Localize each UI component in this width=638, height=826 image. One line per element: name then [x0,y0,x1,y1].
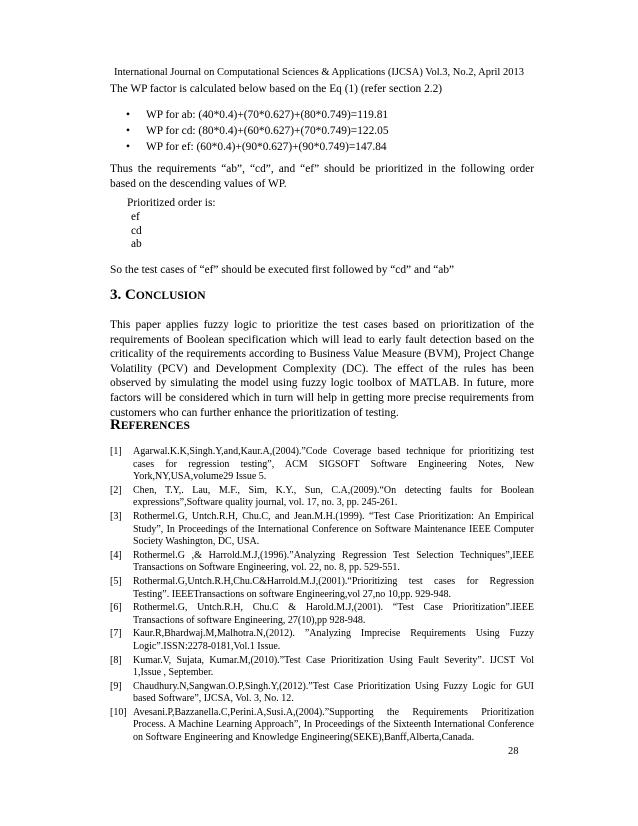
reference-item [110,576,534,601]
reference-number: [10] [110,706,127,718]
reference-item [110,485,534,510]
running-header: International Journal on Computational Sciences & Applications (IJCSA) Vol.3, No.2, April 2013 [114,67,524,78]
reference-item [110,655,534,680]
wp-bullet-text: WP for cd: (80*0.4)+(60*0.627)+(70*0.749)=122.05 [146,125,389,138]
reference-item [110,628,534,653]
reference-text: Chaudhury.N,Sangwan.O.P,Singh.Y,(2012).”Test Case Prioritization Using Fuzzy Logic for GUI based Software”, IJCSA, Vol. 3, No. 12. [133,680,534,705]
bullet-icon: • [126,109,130,121]
wp-intro: The WP factor is calculated below based on the Eq (1) (refer section 2.2) [110,83,443,95]
wp-bullet-text: WP for ab: (40*0.4)+(70*0.627)+(80*0.749)=119.81 [146,109,389,121]
prioritized-order-item: ef [131,210,140,223]
reference-item [110,602,534,627]
reference-text: Rothermel.G, Untch.R.H, Chu.C & Harold.M.J,(2001). “Test Case Prioritization”.IEEE Transactions of software Engineering, 27(10),pp 928-948. [133,602,534,626]
reference-text: Kaur.R,Bhardwaj.M,Malhotra.N,(2012). ”Analyzing Imprecise Requirements Using Fuzzy Logic”.ISSN:2278-0181,Vol.1 Issue. [133,628,534,652]
references-heading [110,417,190,434]
execution-order-text: So the test cases of “ef” should be executed first followed by “cd” and “ab” [110,264,455,276]
reference-number: [6] [110,602,122,614]
bullet-icon: • [126,141,130,154]
reference-text: Rothermel.G, Untch.R.H, Chu.C, and Jean.M.H.(1999). “Test Case Prioritization: An Empirical Study”, In Proceedings of the International Conference on Software Maintenance IEEE Computer Society Washington, DC, USA. [133,510,534,548]
conclusion-body: This paper applies fuzzy logic to prioritize the test cases based on prioritization of the requirements of Boolean specification which will lead to early fault detection based on the criticality of the requirements according to Business Value Measure (BVM), Project Change Volatility (PCV) and Development Complexity (DC). The effect of the rules has been observed by simulating the model using fuzzy logic toolbox of MATLAB. In future, more factors will be considered which in turn will help in getting more precise requirements from customers who can further enhance the prioritization of testing. [110,319,534,419]
prioritized-order-title: Prioritized order is: [127,197,216,209]
conclusion-heading [110,287,206,304]
reference-item [110,550,534,575]
wp-bullet-text: WP for ef: (60*0.4)+(90*0.627)+(90*0.749)=147.84 [146,141,387,154]
section-number: 3. [110,287,122,303]
reference-number: [3] [110,510,122,522]
reference-text: Kumar.V, Sujata, Kumar.M,(2010).”Test Case Prioritization Using Fault Severity”. IJCST Vol 1,Issue , September. [133,654,534,679]
prioritization-paragraph: Thus the requirements “ab”, “cd”, and “ef” should be prioritized in the following order based on the descending values of WP. [110,163,534,190]
reference-text: Rothermal.G,Untch.R.H,Chu.C&Harrold.M.J,(2001).“Prioritizing test cases for Regression Testing”. IEEETransactions on software Engineering,vol 27,no 10,pp. 929-948. [133,575,534,600]
reference-number: [9] [110,680,122,692]
reference-list [110,446,534,746]
heading-rest: ONCLUSION [135,290,206,302]
reference-text: Agarwal.K.K,Singh.Y,and,Kaur.A,(2004).”Code Coverage based technique for prioritizing test cases for regression testing”, ACM SIGSOFT Software Engineering Notes, New York,NY,USA,volume29 Issue 5. [133,446,534,483]
bullet-icon: • [126,125,130,138]
page-number: 28 [508,746,519,757]
reference-item [110,446,534,484]
reference-number: [7] [110,628,122,640]
reference-item [110,681,534,706]
reference-number: [8] [110,654,122,666]
wp-bullet-list [126,107,389,156]
heading-rest: EFERENCES [120,420,190,432]
prioritized-order-item: ab [131,238,142,251]
prioritized-order-item: cd [131,224,142,237]
reference-number: [2] [110,484,122,496]
reference-number: [4] [110,549,122,561]
wp-bullet-item [126,107,389,123]
reference-text: Avesani.P,Bazzanella.C,Perini.A,Susi.A,(2004).”Supporting the Requirements Prioritization Process. A Machine Learning Approach”, In Proceedings of the Sixteenth International Conference on Software Engineering and Knowledge Engineering(SEKE),Banff,Alberta,Canada. [133,706,534,744]
wp-bullet-item [126,123,389,139]
wp-bullet-item [126,139,389,155]
reference-number: [1] [110,446,122,457]
prioritized-order [127,197,216,252]
heading-initial: R [110,417,121,433]
reference-item [110,511,534,549]
reference-number: [5] [110,575,122,587]
reference-text: Rothermel.G ,& Harrold.M.J,(1996).”Analyzing Regression Test Selection Techniques”,IEEE Transactions on Software Engineering, vol. 22, no. 8, pp. 529-551. [133,549,534,574]
reference-text: Chen, T.Y,. Lau, M.F., Sim, K.Y., Sun, C.A,(2009).“On detecting faults for Boolean expressions”,Software quality journal, vol. 17, no. 3, pp. 245-261. [133,484,534,509]
heading-initial: C [125,287,136,303]
reference-item [110,707,534,745]
